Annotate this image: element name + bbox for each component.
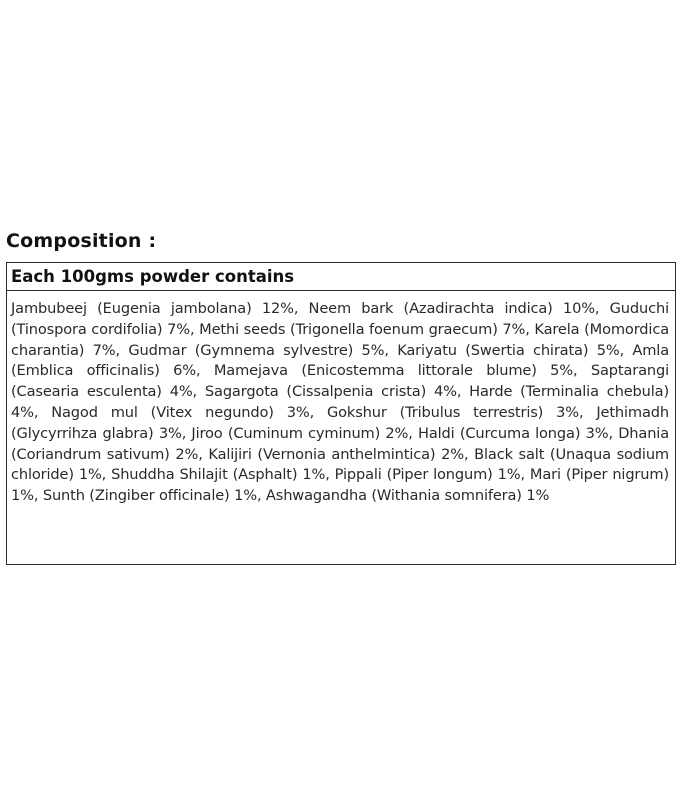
ingredients-list: Jambubeej (Eugenia jambolana) 12%, Neem bark (Azadirachta indica) 10%, Guduchi (Tinospora cordifolia) 7%, Methi seeds (Trigonella foenum graecum) 7%, Karela (Momordica charantia) 7%, Gudmar (Gymnema sylvestre) 5%, Kariyatu (Swertia chirata) 5%, Amla (Emblica officinalis) 6%, Mamejava (Enicostemma littorale blume) 5%, Saptarangi (Casearia esculenta) 4%, Sagargota (Cissalpenia crista) 4%, Harde (Terminalia chebula) 4%, Nagod mul (Vitex negundo) 3%, Gokshur (Tribulus terrestris) 3%, Jethimadh (Glycyrrihza glabra) 3%, Jiroo (Cuminum cyminum) 2%, Haldi (Curcuma longa) 3%, Dhania (Coriandrum sativum) 2%, Kalijiri (Vernonia anthelmintica) 2%, Black salt (Unaqua sodium chloride) 1%, Shuddha Shilajit (Asphalt) 1%, Pippali (Piper longum) 1%, Mari (Piper nigrum) 1%, Sunth (Zingiber officinale) 1%, Ashwagandha (Withania somnifera) 1% — [11, 300, 669, 505]
table-header: Each 100gms powder contains — [7, 263, 675, 291]
composition-table — [6, 262, 676, 565]
composition-heading: Composition : — [6, 230, 157, 252]
